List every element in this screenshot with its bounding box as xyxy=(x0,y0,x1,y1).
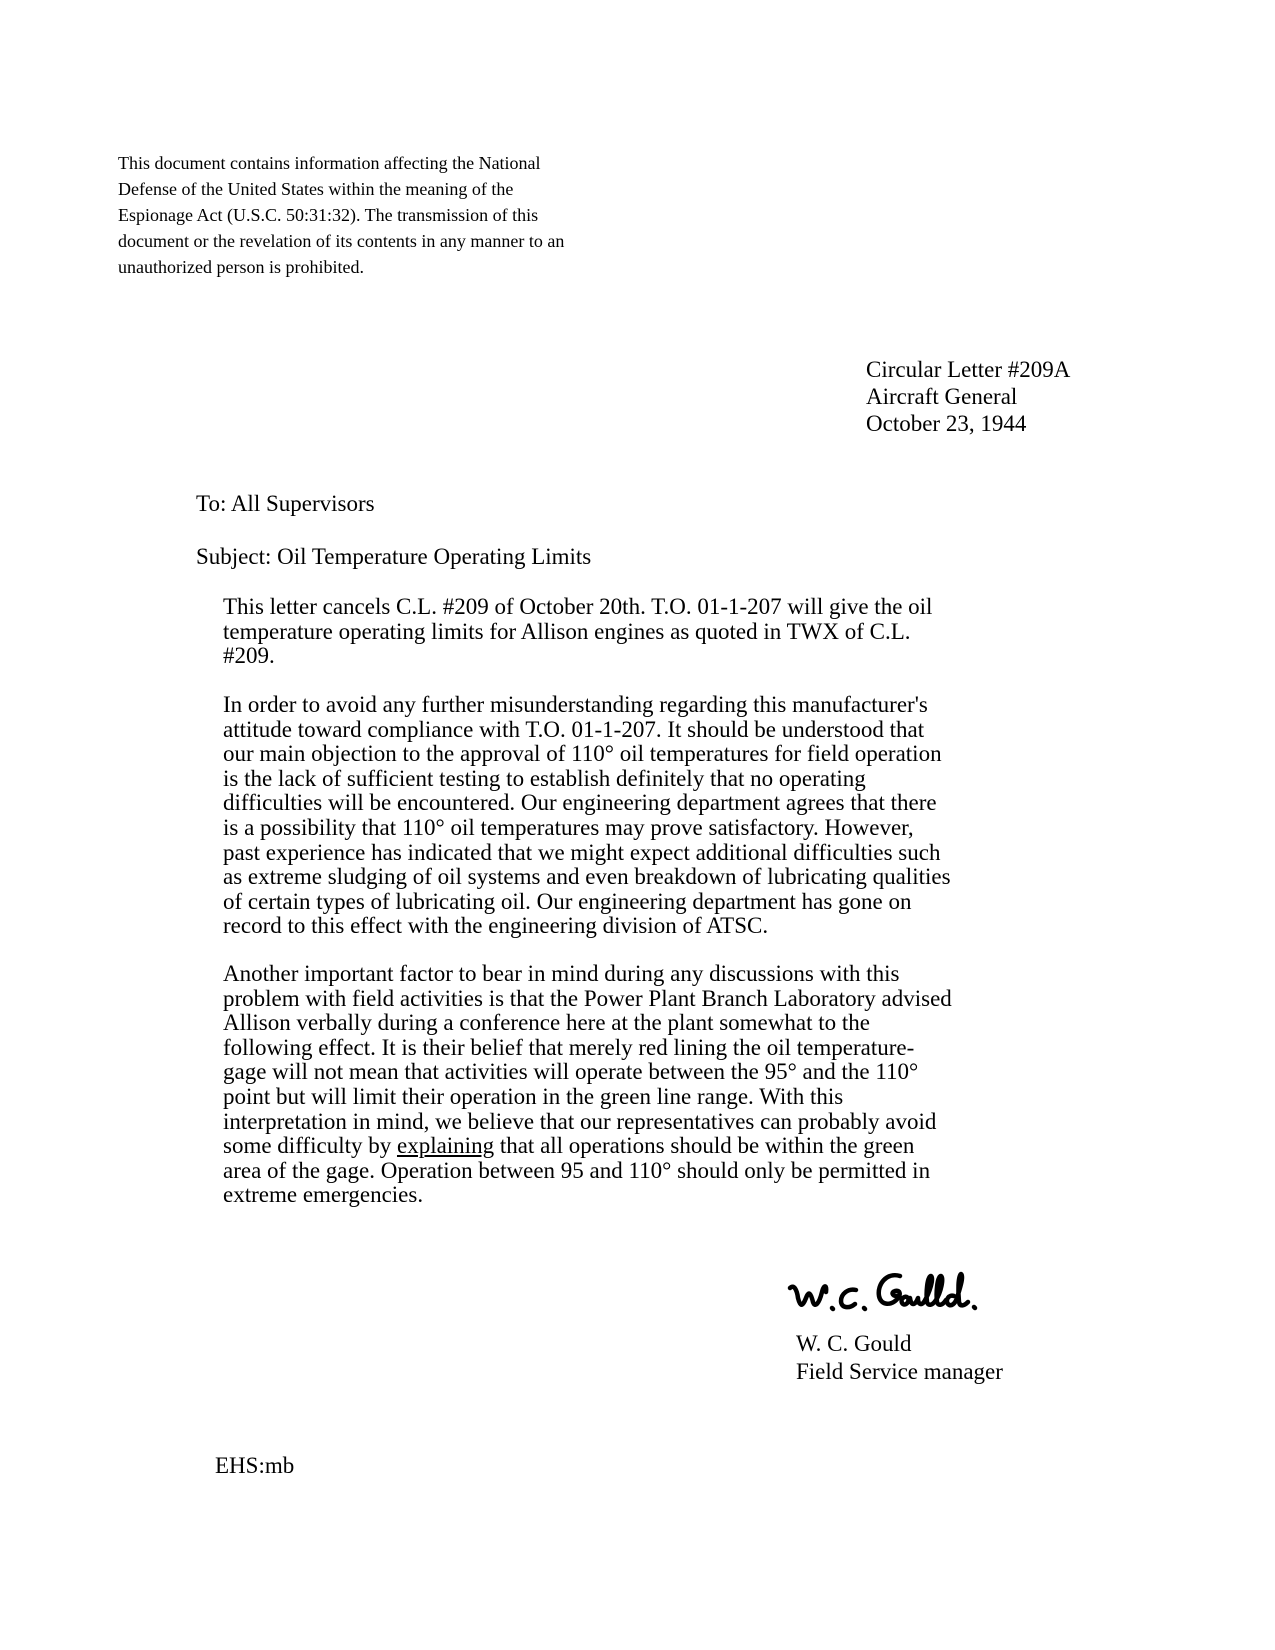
body-line: attitude toward compliance with T.O. 01-1-207. It should be understood that xyxy=(223,716,925,742)
body-line: This letter cancels C.L. #209 of October 20th. T.O. 01-1-207 will give the oil xyxy=(223,594,933,619)
body-line: temperature operating limits for Allison engines as quoted in TWX of C.L. xyxy=(223,618,911,644)
body-line: Allison verbally during a conference here at the plant somewhat to the xyxy=(223,1010,870,1036)
body-line: Another important factor to bear in mind during any discussions with this xyxy=(223,961,900,986)
body-line: problem with field activities is that the Power Plant Branch Laboratory advised xyxy=(223,985,952,1011)
notice-line: Defense of the United States within the meaning of the xyxy=(118,179,514,199)
signer-name: W. C. Gould xyxy=(796,1331,912,1356)
body-line: interpretation in mind, we believe that our representatives can probably avoid xyxy=(223,1108,937,1134)
body-line: as extreme sludging of oil systems and even breakdown of lubricating qualities xyxy=(223,864,951,890)
body-line: extreme emergencies. xyxy=(223,1182,424,1208)
body-line-segment: some difficulty by xyxy=(223,1133,397,1159)
body-paragraph-2 xyxy=(223,693,1023,939)
handwritten-signature xyxy=(784,1264,1004,1326)
notice-line: document or the revelation of its contents in any manner to an xyxy=(118,231,565,251)
notice-line: Espionage Act (U.S.C. 50:31:32). The transmission of this xyxy=(118,205,539,225)
body-line: is a possibility that 110° oil temperatures may prove satisfactory. However, xyxy=(223,814,914,840)
body-line xyxy=(223,1133,914,1158)
body-line: #209. xyxy=(223,643,275,669)
body-line: gage will not mean that activities will operate between the 95° and the 110° xyxy=(223,1059,919,1085)
signature-block xyxy=(796,1330,1003,1386)
body-line: difficulties will be encountered. Our engineering department agrees that there xyxy=(223,790,937,816)
subject-line: Subject: Oil Temperature Operating Limits xyxy=(196,544,592,569)
body-line-segment: that all operations should be within the green xyxy=(494,1133,915,1159)
notice-line: unauthorized person is prohibited. xyxy=(118,257,364,277)
body-paragraph-1 xyxy=(223,595,1023,669)
body-line: is the lack of sufficient testing to establish definitely that no operating xyxy=(223,765,866,791)
letter-number: Circular Letter #209A xyxy=(866,357,1071,382)
body-line: record to this effect with the engineering division of ATSC. xyxy=(223,913,769,939)
body-line: In order to avoid any further misunderstanding regarding this manufacturer's xyxy=(223,692,928,717)
recipient-line: To: All Supervisors xyxy=(196,491,375,516)
body-line: our main objection to the approval of 110° oil temperatures for field operation xyxy=(223,741,942,767)
body-line: past experience has indicated that we might expect additional difficulties such xyxy=(223,839,941,865)
underlined-word: explaining xyxy=(396,1133,495,1159)
letter-date: October 23, 1944 xyxy=(866,411,1027,436)
body-line: point but will limit their operation in the green line range. With this xyxy=(223,1083,844,1109)
body-paragraph-3 xyxy=(223,962,1023,1208)
reference-initials: EHS:mb xyxy=(215,1453,295,1478)
body-line: of certain types of lubricating oil. Our engineering department has gone on xyxy=(223,888,912,914)
notice-line: This document contains information affecting the National xyxy=(118,153,541,173)
security-notice xyxy=(118,150,658,280)
letter-header xyxy=(866,356,1070,437)
body-line: area of the gage. Operation between 95 and 110° should only be permitted in xyxy=(223,1157,931,1183)
letter-category: Aircraft General xyxy=(866,384,1018,409)
signer-title: Field Service manager xyxy=(796,1359,1003,1384)
body-line: following effect. It is their belief that merely red lining the oil temperature- xyxy=(223,1034,915,1060)
